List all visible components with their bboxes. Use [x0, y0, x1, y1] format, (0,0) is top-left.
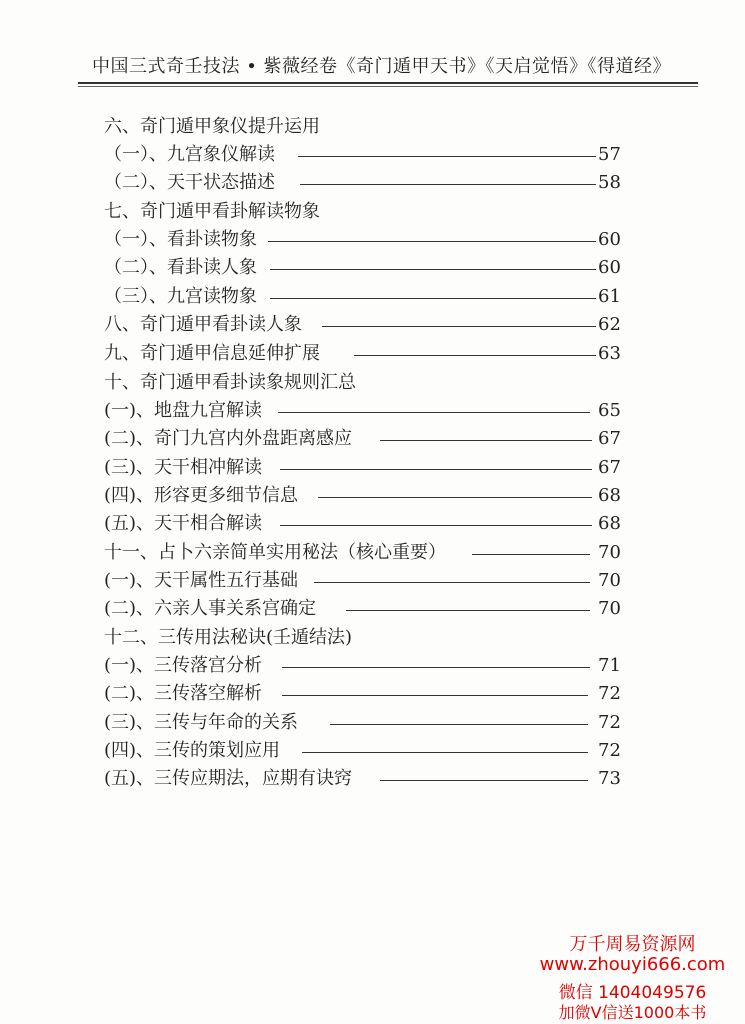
toc-leader-line: [322, 326, 596, 327]
toc-entry-title: 八、奇门遁甲看卦读人象: [104, 314, 302, 335]
toc-entry-title: (五)、天干相合解读: [104, 513, 263, 534]
toc-entry[interactable]: [0, 397, 745, 425]
toc-leader-line: [380, 780, 588, 781]
toc-entry[interactable]: [0, 624, 745, 652]
toc-page-number: 67: [598, 457, 621, 478]
toc-leader-line: [318, 497, 592, 498]
toc-entry-title: 十、奇门遁甲看卦读象规则汇总: [104, 372, 356, 393]
toc-page-number: 70: [598, 598, 621, 619]
toc-entry[interactable]: [0, 652, 745, 680]
toc-leader-line: [302, 752, 588, 753]
toc-entry-title: 七、奇门遁甲看卦解读物象: [104, 201, 320, 222]
toc-entry-title: (二)、六亲人事关系宫确定: [104, 598, 317, 619]
toc-page-number: 70: [598, 570, 621, 591]
toc-entry[interactable]: [0, 226, 745, 254]
toc-leader-line: [270, 269, 596, 270]
toc-page-number: 68: [598, 485, 621, 506]
toc-entry[interactable]: [0, 595, 745, 623]
toc-page-number: 72: [598, 683, 621, 704]
toc-leader-line: [472, 554, 590, 555]
toc-page-number: 73: [598, 768, 621, 789]
toc-page-number: 60: [598, 257, 621, 278]
toc-page-number: 62: [598, 314, 621, 335]
toc-leader-line: [270, 298, 596, 299]
toc-entry[interactable]: [0, 709, 745, 737]
watermark-promo: 加微V信送1000本书: [558, 1003, 707, 1022]
toc-entry[interactable]: [0, 254, 745, 282]
toc-page-number: 61: [598, 286, 621, 307]
toc-entry-title: (三)、天干相冲解读: [104, 457, 263, 478]
toc-page-number: 58: [598, 172, 621, 193]
toc-leader-line: [354, 355, 596, 356]
toc-entry-title: （一）、看卦读物象: [104, 229, 257, 250]
toc-leader-line: [282, 667, 590, 668]
toc-page-number: 70: [598, 542, 621, 563]
toc-entry[interactable]: [0, 311, 745, 339]
toc-entry-title: (四)、形容更多细节信息: [104, 485, 299, 506]
toc-page-number: 60: [598, 229, 621, 250]
toc-entry[interactable]: [0, 737, 745, 765]
toc-leader-line: [300, 184, 596, 185]
toc-entry-title: (一)、地盘九宫解读: [104, 400, 263, 421]
toc-entry-title: （三）、九宫读物象: [104, 286, 257, 307]
toc-leader-line: [346, 610, 590, 611]
toc-entry[interactable]: [0, 141, 745, 169]
toc-entry[interactable]: [0, 765, 745, 793]
toc-entry-title: (二)、三传落空解析: [104, 683, 263, 704]
watermark-url: www.zhouyi666.com: [539, 954, 726, 975]
toc-entry[interactable]: [0, 539, 745, 567]
toc-entry[interactable]: [0, 510, 745, 538]
running-header: 中国三式奇壬技法 • 紫薇经卷《奇门遁甲天书》《天启觉悟》《得道经》: [92, 56, 672, 77]
toc-page-number: 57: [598, 144, 621, 165]
toc-page-number: 68: [598, 513, 621, 534]
toc-entry-title: (一)、三传落宫分析: [104, 655, 263, 676]
watermark-site-name: 万千周易资源网: [569, 934, 696, 955]
toc-entry-title: (五)、三传应期法，应期有诀窍: [104, 768, 353, 789]
toc-leader-line: [278, 412, 590, 413]
toc-entry-title: 九、奇门遁甲信息延伸扩展: [104, 343, 320, 364]
toc-entry-title: （二）、看卦读人象: [104, 257, 257, 278]
toc-entry[interactable]: [0, 425, 745, 453]
toc-entry[interactable]: [0, 454, 745, 482]
toc-leader-line: [314, 582, 590, 583]
toc-entry-title: (一)、天干属性五行基础: [104, 570, 299, 591]
toc-entry-title: 十一、占卜六亲简单实用秘法（核心重要）: [104, 542, 446, 563]
toc-entry[interactable]: [0, 113, 745, 141]
toc-page-number: 72: [598, 740, 621, 761]
toc-entry[interactable]: [0, 198, 745, 226]
toc-entry-title: (四)、三传的策划应用: [104, 740, 281, 761]
toc-page-number: 72: [598, 712, 621, 733]
toc-page-number: 63: [598, 343, 621, 364]
toc-leader-line: [268, 241, 596, 242]
watermark-wechat: 微信 1404049576: [558, 983, 707, 1003]
toc-entry[interactable]: [0, 340, 745, 368]
toc-entry[interactable]: [0, 482, 745, 510]
toc-entry-title: 六、奇门遁甲象仪提升运用: [104, 116, 320, 137]
toc-page-number: 67: [598, 428, 621, 449]
toc-leader-line: [280, 525, 592, 526]
toc-entry[interactable]: [0, 567, 745, 595]
toc-entry[interactable]: [0, 680, 745, 708]
toc-entry-title: （一）、九宫象仪解读: [104, 144, 275, 165]
toc-entry[interactable]: [0, 283, 745, 311]
toc-leader-line: [280, 469, 592, 470]
toc-leader-line: [380, 440, 592, 441]
toc-leader-line: [298, 156, 596, 157]
toc-entry[interactable]: [0, 369, 745, 397]
toc-leader-line: [330, 724, 588, 725]
toc-entry-title: (三)、三传与年命的关系: [104, 712, 299, 733]
toc-entry-title: （二）、天干状态描述: [104, 172, 275, 193]
toc-page-number: 71: [598, 655, 621, 676]
toc-entry-title: (二)、奇门九宫内外盘距离感应: [104, 428, 353, 449]
toc-entry[interactable]: [0, 169, 745, 197]
toc-entry-title: 十二、三传用法秘诀(壬遁结法): [104, 627, 353, 648]
toc-page-number: 65: [598, 400, 621, 421]
toc-leader-line: [282, 695, 588, 696]
